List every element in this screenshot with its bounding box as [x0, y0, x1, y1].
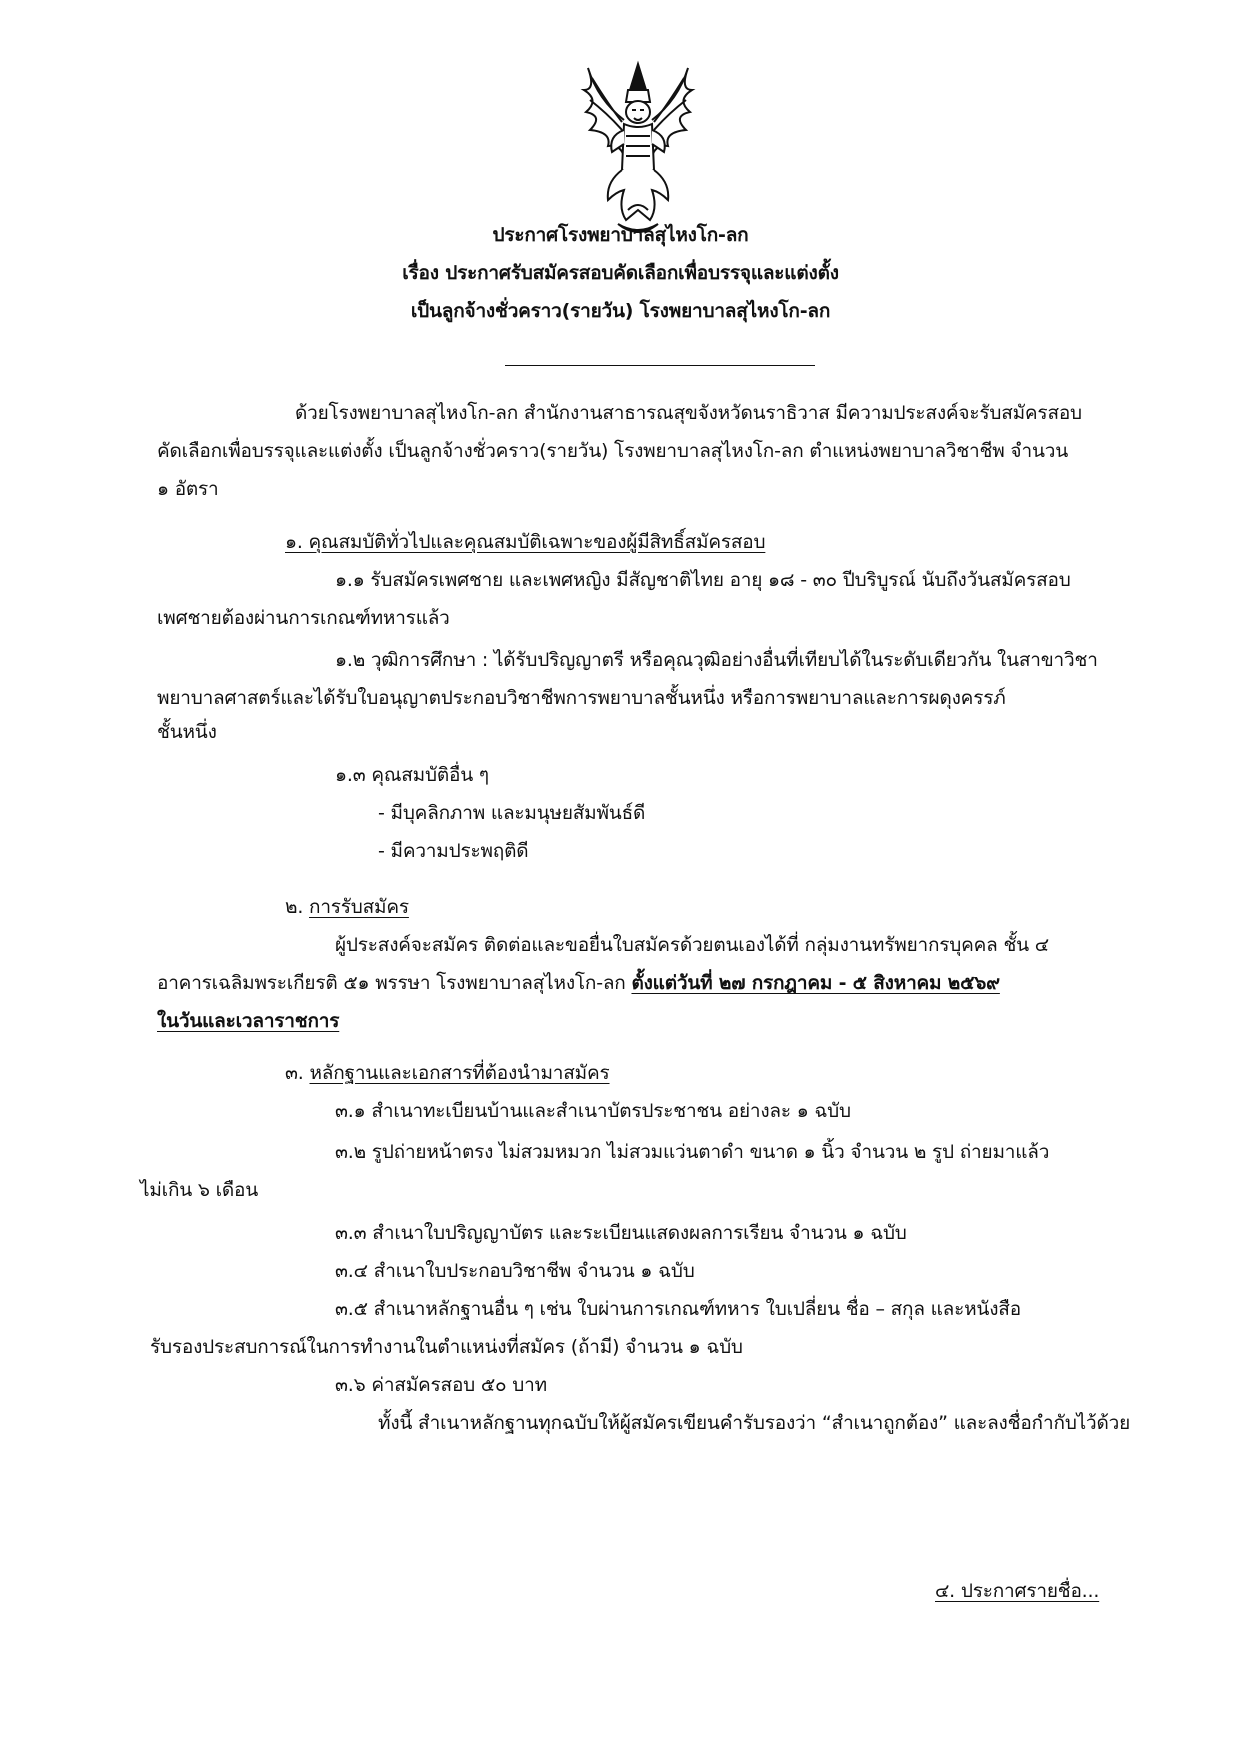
section2-heading — [285, 894, 409, 920]
section1-item2-line1: ๑.๒ วุฒิการศึกษา : ได้รับปริญญาตรี หรือคุณวุฒิอย่างอื่นที่เทียบได้ในระดับเดียวกัน ในสาขาวิชา — [335, 649, 1098, 671]
intro-line-2: คัดเลือกเพื่อบรรจุและแต่งตั้ง เป็นลูกจ้างชั่วคราว(รายวัน) โรงพยาบาลสุไหงโก-ลก ตำแหน่งพยาบาลวิชาชีพ จำนวน — [157, 440, 1069, 462]
section1-bullet-1: - มีบุคลิกภาพ และมนุษยสัมพันธ์ดี — [378, 802, 646, 824]
section1-item3: ๑.๓ คุณสมบัติอื่น ๆ — [335, 764, 489, 786]
intro-line-1: ด้วยโรงพยาบาลสุไหงโก-ลก สำนักงานสาธารณสุขจังหวัดนราธิวาส มีความประสงค์จะรับสมัครสอบ — [295, 402, 1082, 424]
section2-line2 — [157, 970, 1000, 996]
garuda-emblem-icon — [578, 60, 698, 240]
header-line-3: เป็นลูกจ้างชั่วคราว(รายวัน) โรงพยาบาลสุไหงโก-ลก — [410, 300, 831, 322]
intro-line-3: ๑ อัตรา — [157, 478, 219, 500]
header-divider — [505, 365, 815, 366]
section2-line1: ผู้ประสงค์จะสมัคร ติดต่อและขอยื่นใบสมัครด้วยตนเองได้ที่ กลุ่มงานทรัพยากรบุคคล ชั้น ๔ — [335, 934, 1049, 956]
section2-office-hours: ในวันและเวลาราชการ — [157, 1010, 340, 1032]
header-line-2: เรื่อง ประกาศรับสมัครสอบคัดเลือกเพื่อบรรจุและแต่งตั้ง — [402, 262, 839, 284]
section3-item2-line2: ไม่เกิน ๖ เดือน — [140, 1179, 259, 1201]
section2-line2-text: อาคารเฉลิมพระเกียรติ ๕๑ พรรษา โรงพยาบาลสุไหงโก-ลก — [157, 972, 632, 994]
section1-bullet-2: - มีความประพฤติดี — [378, 840, 529, 862]
section3-item4: ๓.๔ สำเนาใบประกอบวิชาชีพ จำนวน ๑ ฉบับ — [335, 1260, 695, 1282]
section1-heading: ๑. คุณสมบัติทั่วไปและคุณสมบัติเฉพาะของผู้มีสิทธิ์สมัครสอบ — [285, 531, 766, 553]
section3-item2-line1: ๓.๒ รูปถ่ายหน้าตรง ไม่สวมหมวก ไม่สวมแว่นตาดำ ขนาด ๑ นิ้ว จำนวน ๒ รูป ถ่ายมาแล้ว — [335, 1141, 1050, 1163]
section3-item5-line1: ๓.๕ สำเนาหลักฐานอื่น ๆ เช่น ใบผ่านการเกณฑ์ทหาร ใบเปลี่ยน ชื่อ – สกุล และหนังสือ — [335, 1298, 1021, 1320]
section1-item2-line3: ชั้นหนึ่ง — [157, 721, 217, 743]
section2-heading-text: การรับสมัคร — [309, 896, 409, 918]
section3-heading-text: หลักฐานและเอกสารที่ต้องนำมาสมัคร — [309, 1062, 610, 1084]
continued-next-page: ๔. ประกาศรายชื่อ... — [935, 1580, 1100, 1602]
section1-item1-line2: เพศชายต้องผ่านการเกณฑ์ทหารแล้ว — [157, 607, 450, 629]
section3-item6: ๓.๖ ค่าสมัครสอบ ๕๐ บาท — [335, 1374, 547, 1396]
section2-heading-number: ๒. — [285, 896, 304, 918]
section2-date-range: ตั้งแต่วันที่ ๒๗ กรกฎาคม - ๕ สิงหาคม ๒๕๖๙ — [631, 972, 1000, 994]
section3-heading-number: ๓. — [285, 1062, 304, 1084]
section3-item3: ๓.๓ สำเนาใบปริญญาบัตร และระเบียนแสดงผลการเรียน จำนวน ๑ ฉบับ — [335, 1222, 907, 1244]
section1-item2-line2: พยาบาลศาสตร์และได้รับใบอนุญาตประกอบวิชาชีพการพยาบาลชั้นหนึ่ง หรือการพยาบาลและการผดุงครรภ์ — [157, 687, 1006, 709]
header-line-1: ประกาศโรงพยาบาลสุไหงโก-ลก — [492, 224, 749, 246]
section3-heading — [285, 1060, 610, 1086]
section1-item1-line1: ๑.๑ รับสมัครเพศชาย และเพศหญิง มีสัญชาติไทย อายุ ๑๘ - ๓๐ ปีบริบูรณ์ นับถึงวันสมัครสอบ — [335, 569, 1071, 591]
section3-item1: ๓.๑ สำเนาทะเบียนบ้านและสำเนาบัตรประชาชน อย่างละ ๑ ฉบับ — [335, 1100, 851, 1122]
section3-note: ทั้งนี้ สำเนาหลักฐานทุกฉบับให้ผู้สมัครเขียนคำรับรองว่า “สำเนาถูกต้อง” และลงชื่อกำกับไว้ด้วย — [378, 1412, 1131, 1434]
section3-item5-line2: รับรองประสบการณ์ในการทำงานในตำแหน่งที่สมัคร (ถ้ามี) จำนวน ๑ ฉบับ — [150, 1336, 743, 1358]
